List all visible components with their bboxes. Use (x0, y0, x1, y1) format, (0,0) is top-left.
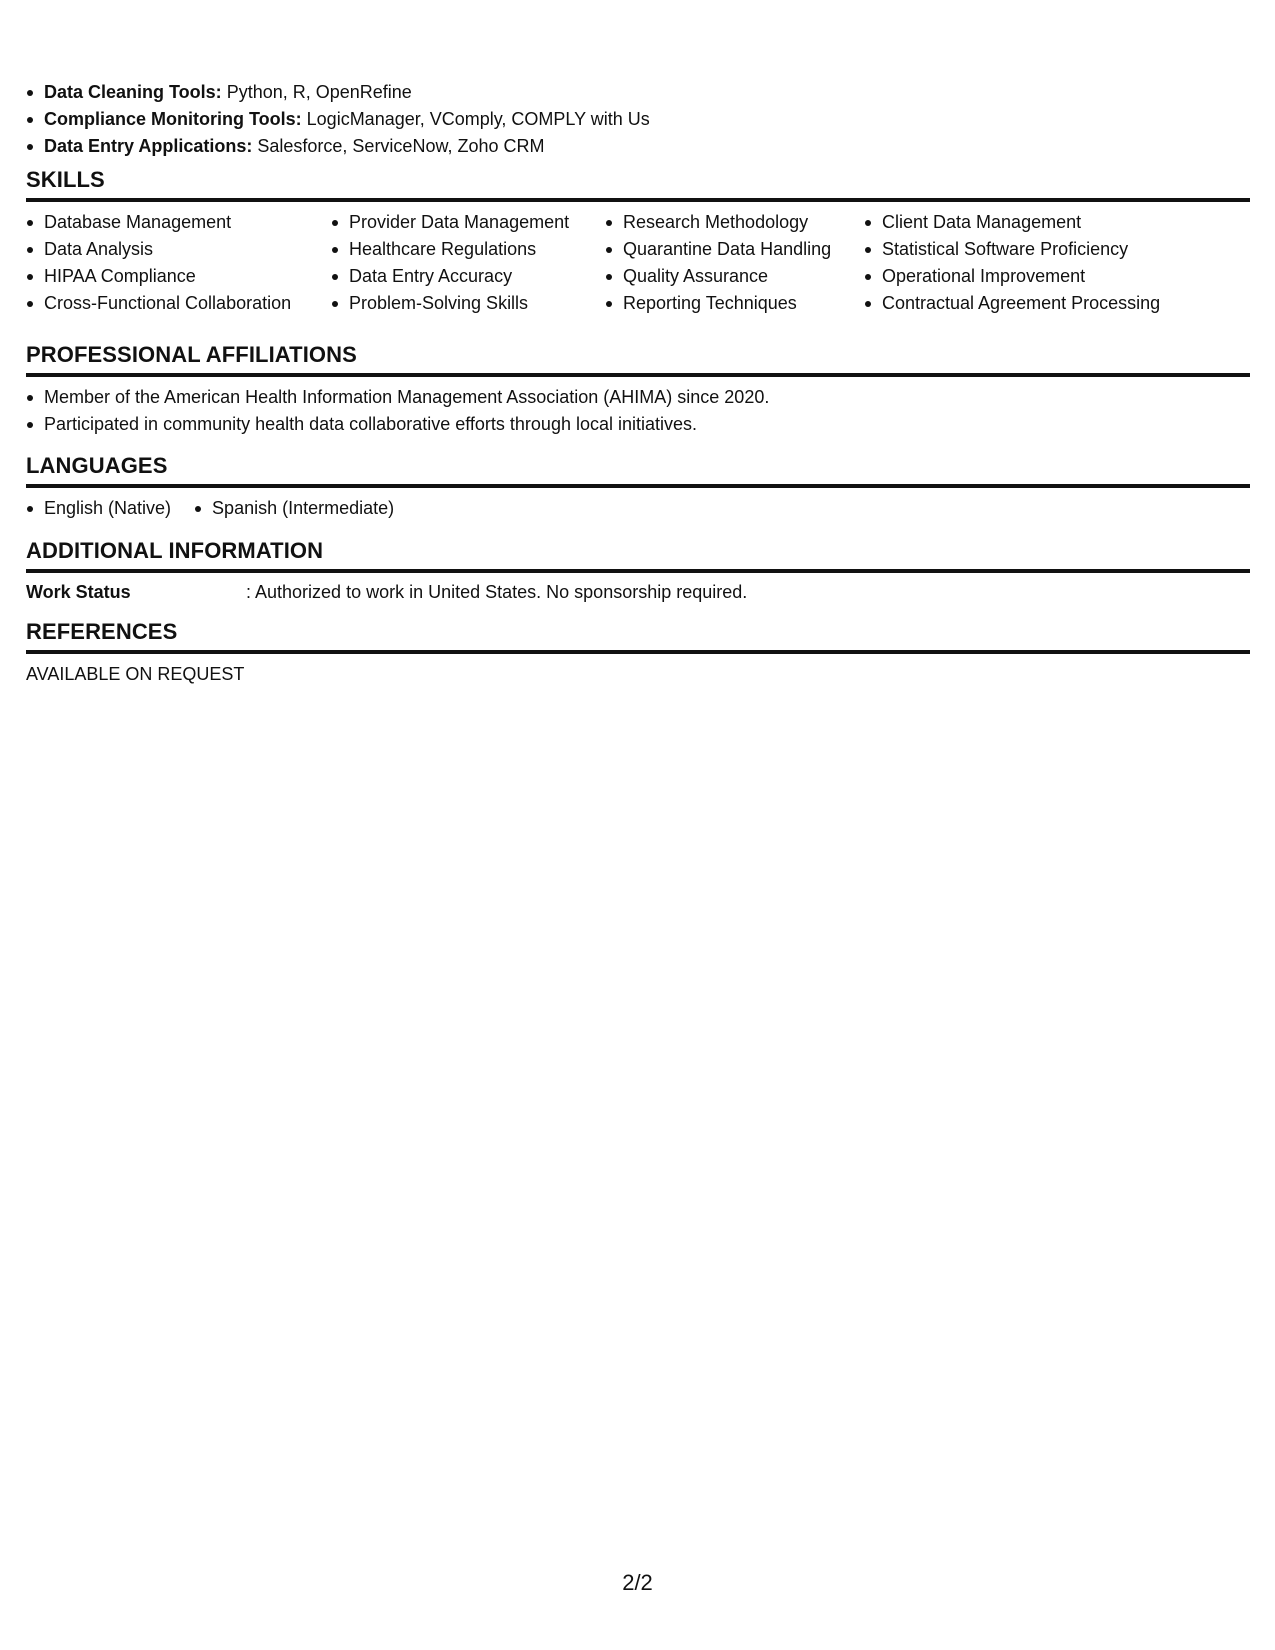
list-item: Database Management (26, 209, 331, 236)
list-item: Healthcare Regulations (331, 236, 605, 263)
list-item: Participated in community health data collaborative efforts through local initiatives. (26, 411, 1250, 438)
tool-value: Python, R, OpenRefine (221, 82, 412, 102)
affiliations-list (26, 384, 1250, 438)
section-divider (26, 569, 1250, 573)
list-item: Data Analysis (26, 236, 331, 263)
list-item: Quality Assurance (605, 263, 864, 290)
list-item (26, 106, 650, 133)
affiliations-section (26, 341, 1250, 438)
tool-value: Salesforce, ServiceNow, Zoho CRM (252, 136, 545, 156)
additional-info-section (26, 537, 1250, 606)
section-title-additional-info: ADDITIONAL INFORMATION (26, 538, 324, 563)
tool-label: Data Cleaning Tools: (44, 82, 222, 102)
list-item (26, 79, 650, 106)
list-item: English (Native) (26, 495, 171, 522)
list-item: Cross-Functional Collaboration (26, 290, 331, 317)
list-item (26, 133, 650, 160)
list-item: Member of the American Health Information Management Association (AHIMA) since 2020. (26, 384, 1250, 411)
section-title-references: REFERENCES (26, 619, 178, 644)
tool-label: Data Entry Applications: (44, 136, 253, 156)
list-item: Reporting Techniques (605, 290, 864, 317)
list-item: Statistical Software Proficiency (864, 236, 1244, 263)
section-title-languages: LANGUAGES (26, 453, 168, 478)
section-divider (26, 198, 1250, 202)
list-item: Spanish (Intermediate) (194, 495, 394, 522)
work-status-value: : Authorized to work in United States. No sponsorship required. (246, 582, 748, 602)
section-divider (26, 484, 1250, 488)
skills-section (26, 166, 1250, 317)
list-item: Problem-Solving Skills (331, 290, 605, 317)
skills-column-1 (26, 209, 331, 317)
skills-column-3 (605, 209, 864, 317)
languages-list (26, 495, 1250, 522)
work-status-label: Work Status (26, 582, 131, 602)
list-item: Client Data Management (864, 209, 1244, 236)
section-title-skills: SKILLS (26, 167, 105, 192)
references-text: AVAILABLE ON REQUEST (26, 664, 245, 684)
list-item: Provider Data Management (331, 209, 605, 236)
skills-column-2 (331, 209, 605, 317)
references-section (26, 618, 1250, 688)
tool-value: LogicManager, VComply, COMPLY with Us (301, 109, 650, 129)
skills-column-4 (864, 209, 1244, 317)
tools-list (26, 79, 650, 160)
section-divider (26, 650, 1250, 654)
list-item: Research Methodology (605, 209, 864, 236)
list-item: HIPAA Compliance (26, 263, 331, 290)
list-item: Data Entry Accuracy (331, 263, 605, 290)
list-item: Contractual Agreement Processing (864, 290, 1244, 317)
languages-section (26, 452, 1250, 522)
list-item: Operational Improvement (864, 263, 1244, 290)
skills-grid (26, 209, 1250, 317)
section-divider (26, 373, 1250, 377)
page-number: 2/2 (622, 1570, 653, 1595)
tool-label: Compliance Monitoring Tools: (44, 109, 302, 129)
work-status-row (26, 579, 1250, 606)
list-item: Quarantine Data Handling (605, 236, 864, 263)
section-title-affiliations: PROFESSIONAL AFFILIATIONS (26, 342, 357, 367)
